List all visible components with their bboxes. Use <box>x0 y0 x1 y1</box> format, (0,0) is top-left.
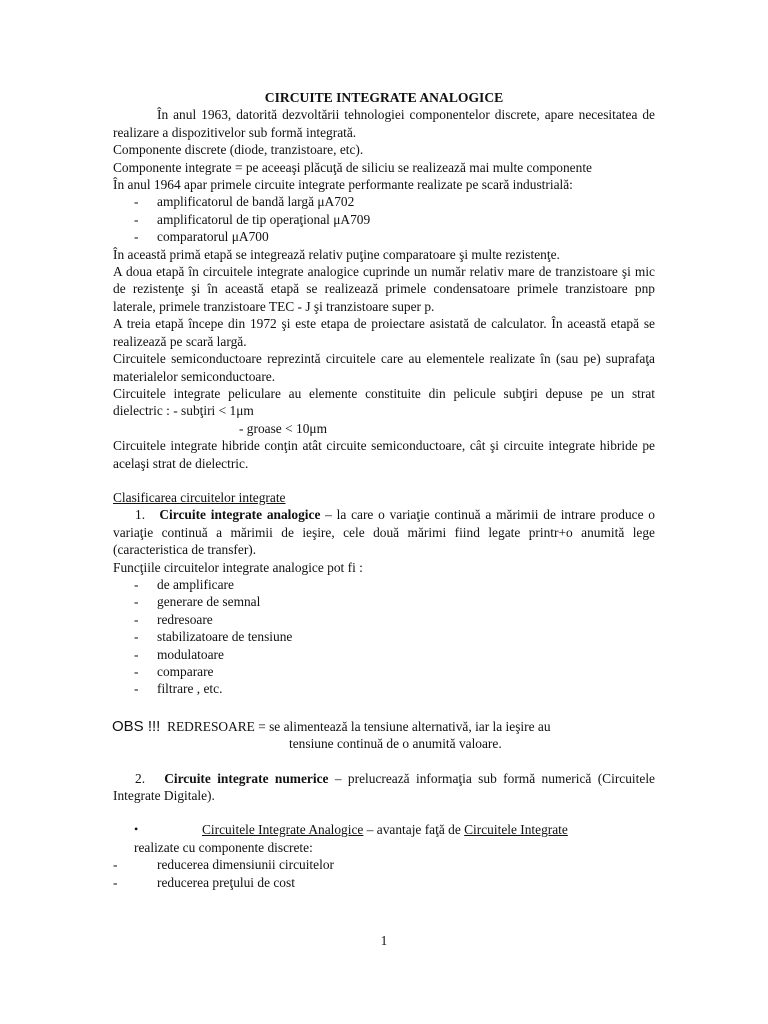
item-number: 1. <box>135 507 146 523</box>
intro-paragraph-7: A treia etapă începe din 1972 şi este etapa de proiectare asistată de calculator. În această etapă se realizează pe scară largă. <box>113 316 655 349</box>
functions-list <box>113 576 655 698</box>
intro-paragraph-2: Componente discrete (diode, tranzistoare, etc). <box>113 142 364 158</box>
intro-paragraph-3: Componente integrate = pe aceeaşi plăcuţă de siliciu se realizează mai multe componente <box>113 159 592 175</box>
item-description: – la care o variaţie continuă a mărimii de intrare produce o variaţie continuă a mărimii de ieşire, cele două mărimi fiind legate printr+o anumită lege (caracteristica de transfer). <box>113 507 655 558</box>
list-item: - reducerea preţului de cost <box>113 874 295 890</box>
obs-label: OBS !!! <box>112 717 161 735</box>
page-content <box>113 89 655 891</box>
advantages-subject: Circuitele Integrate Analogice <box>202 822 364 838</box>
advantages-bullet <box>113 821 655 838</box>
intro-paragraph-9b: - groase < 10μm <box>239 420 327 436</box>
list-item: - generare de semnal <box>134 594 261 610</box>
page-number: 1 <box>380 933 388 948</box>
list-item: - amplificatorul de bandă largă μA702 <box>134 194 355 210</box>
obs-text-line-2: tensiune continuă de o anumită valoare. <box>289 736 502 752</box>
functions-intro: Funcţiile circuitelor integrate analogice pot fi : <box>113 559 363 575</box>
list-item: - modulatoare <box>134 646 224 662</box>
intro-paragraph-9: Circuitele integrate peliculare au elemente constituite din pelicule subţiri depuse pe un strat dielectric : - subţiri < 1μm <box>113 385 655 419</box>
classification-item-2 <box>113 770 655 805</box>
intro-paragraph-6: A doua etapă în circuitele integrate analogice cuprinde un număr relativ mare de tranzistoare şi mic de rezistenţe şi în această etapă se realizează primele condensatoare primele tranzistoare pnp laterale, primele tranzistoare TEC - J şi tranzistoare super p. <box>113 264 655 314</box>
intro-paragraph-8: Circuitele semiconductoare reprezintă circuitele care au elementele realizate în (sau pe) suprafaţa materialelor semiconductoare. <box>113 351 655 384</box>
list-item: - amplificatorul de tip operaţional μA709 <box>134 211 371 227</box>
item-term: Circuite integrate numerice <box>164 770 329 786</box>
item-number: 2. <box>135 770 146 786</box>
list-item: - de amplificare <box>134 576 234 592</box>
list-item: - redresoare <box>134 611 213 627</box>
intro-paragraph-1: În anul 1963, datorită dezvoltării tehnologiei componentelor discrete, apare necesitatea de realizare a dispozitivelor sub formă integrată. <box>113 107 655 140</box>
obs-text-line-1: REDRESOARE = se alimentează la tensiune alternativă, iar la ieşire au <box>167 718 551 734</box>
classification-item-1 <box>113 506 655 558</box>
list-item: - comparare <box>134 664 214 679</box>
intro-paragraph-10: Circuitele integrate hibride conţin atât circuite semiconductoare, cât şi circuite integrate hibride pe acelaşi strat de dielectric. <box>113 438 655 471</box>
list-item: - filtrare , etc. <box>134 681 223 697</box>
list-item: - comparatorul μA700 <box>134 229 269 245</box>
advantages-object: Circuitele Integrate <box>464 822 568 838</box>
advantages-rest: realizate cu componente discrete: <box>134 839 313 855</box>
intro-paragraph-4: În anul 1964 apar primele circuite integrate performante realizate pe scară industrială: <box>113 177 573 193</box>
intro-paragraph-5: În această primă etapă se integrează relativ puţine comparatoare şi multe rezistenţe. <box>113 246 560 262</box>
advantages-connector: – avantaje faţă de <box>363 822 465 838</box>
bullet-icon: • <box>134 822 139 837</box>
early-circuits-list <box>113 193 655 245</box>
observation-note <box>113 718 655 753</box>
document-title: CIRCUITE INTEGRATE ANALOGICE <box>264 90 504 105</box>
classification-heading: Clasificarea circuitelor integrate <box>113 489 286 505</box>
item-term: Circuite integrate analogice <box>159 507 321 523</box>
item-description: – prelucrează informaţia sub formă numerică (Circuitele Integrate Digitale). <box>113 770 655 804</box>
list-item: - reducerea dimensiunii circuitelor <box>113 857 334 873</box>
advantages-list <box>113 856 655 891</box>
list-item: - stabilizatoare de tensiune <box>134 629 293 645</box>
